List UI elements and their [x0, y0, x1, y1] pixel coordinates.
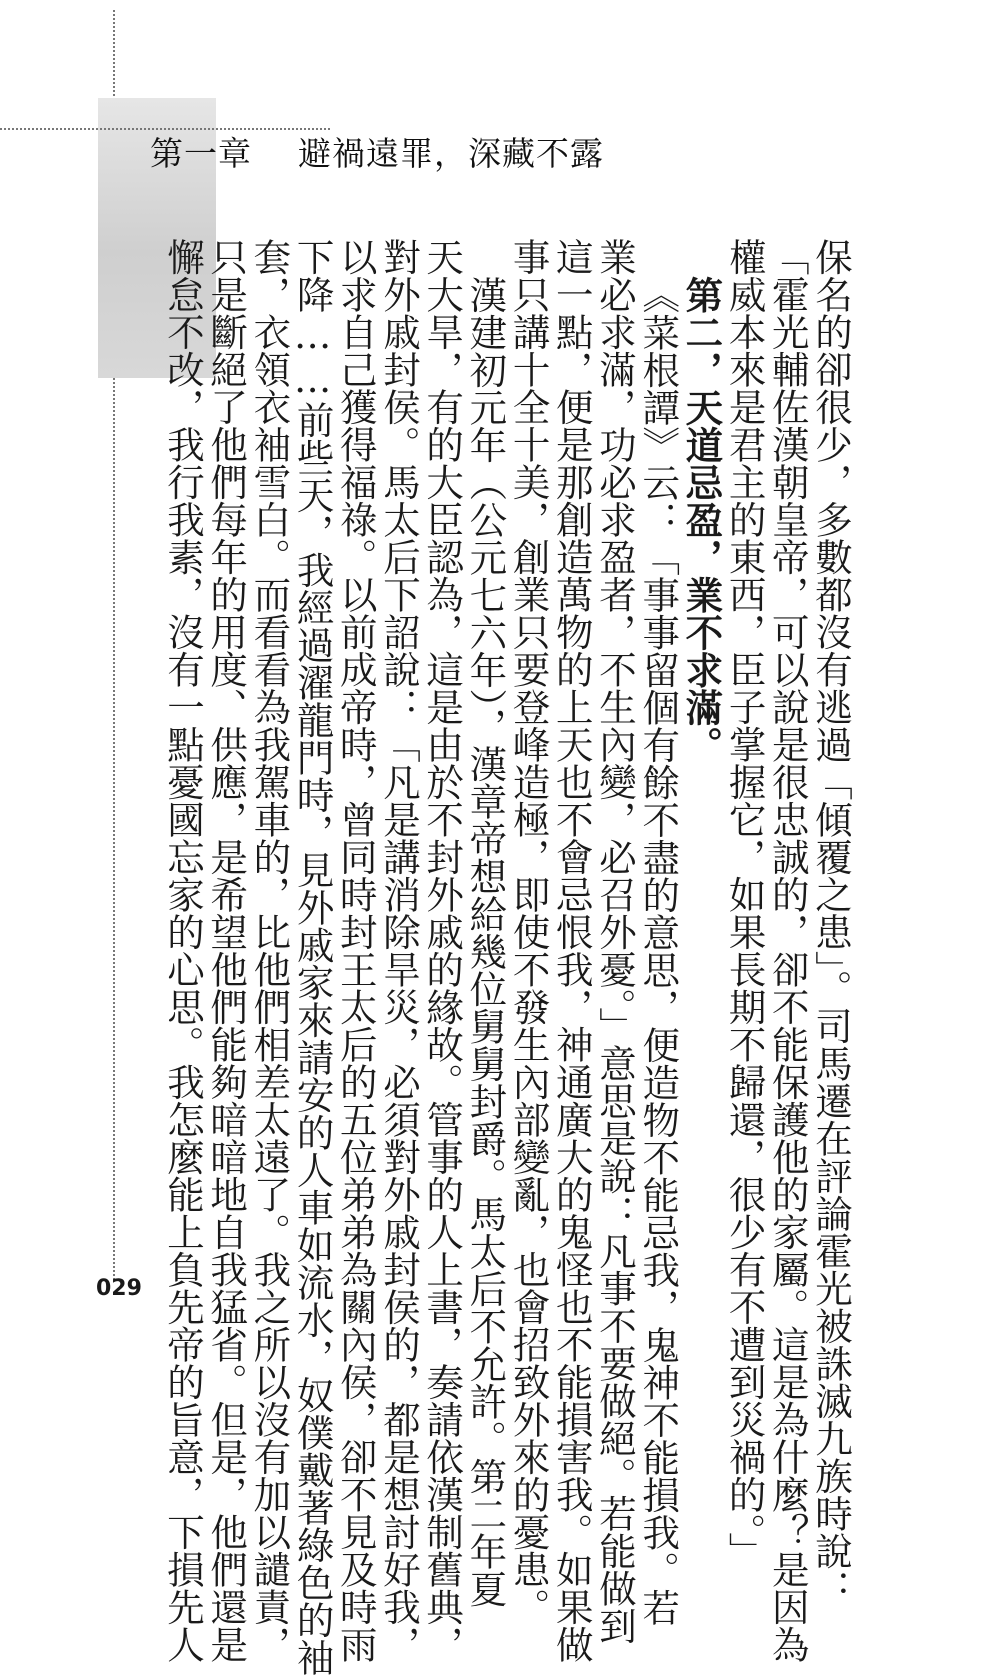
- text-column: 天大旱，有的大臣認為，這是由於不封外戚的緣故。管事的人上書，奏請依漢制舊典，: [420, 238, 465, 1663]
- text-column: 權威本來是君主的東西，臣子掌握它，如果長期不歸還，很少有不遭到災禍的。」: [722, 238, 767, 1570]
- body-text: [160, 238, 853, 1676]
- text-column: 漢建初元年（公元七六年），漢章帝想給幾位舅舅封爵。馬太后不允許。第二年夏: [463, 275, 508, 1607]
- text-column: 下降……前些天，我經過濯龍門時，見外戚家來請安的人車如流水，奴僕戴著綠色的袖: [290, 238, 335, 1676]
- text-column: 套，衣領衣袖雪白。而看看為我駕車的，比他們相差太遠了。我之所以沒有加以譴責，: [247, 238, 292, 1663]
- chapter-number: 第一章: [150, 134, 252, 173]
- text-column: 「霍光輔佐漢朝皇帝，可以說是很忠誠的，卻不能保護他的家屬。這是為什麼？是因為: [765, 238, 810, 1663]
- text-column: 懈怠不改，我行我素，沒有一點憂國忘家的心思。我怎麼能上負先帝的旨意，下損先人: [160, 238, 205, 1663]
- chapter-title: 避禍遠罪，深藏不露: [297, 134, 604, 173]
- text-column: 只是斷絕了他們每年的用度、供應，是希望他們能夠暗暗地自我猛省。但是，他們還是: [204, 238, 249, 1663]
- text-column: 對外戚封侯。馬太后下詔說：「凡是講消除旱災，必須對外戚封侯的，都是想討好我，: [376, 238, 421, 1663]
- text-column: 事只講十全十美，創業只要登峰造極，即使不發生內部變亂，也會招致外來的憂患。: [506, 238, 551, 1626]
- text-column: 保名的卻很少，多數都沒有逃過「傾覆之患」。司馬遷在評論霍光被誅滅九族時說：: [809, 238, 853, 1607]
- section-heading: 第二，天道忌盈，業不求滿。: [679, 275, 724, 763]
- text-column: 以求自己獲得福祿。以前成帝時，曾同時封王太后的五位弟弟為關內侯，卻不見及時雨: [333, 238, 378, 1663]
- chapter-header: [150, 128, 604, 175]
- text-column: 《菜根譚》云：「事事留個有餘不盡的意思，便造物不能忌我，鬼神不能損我。若: [636, 275, 681, 1626]
- text-column: 這一點，便是那創造萬物的上天也不會忌恨我，神通廣大的鬼怪也不能損害我。如果做: [549, 238, 594, 1663]
- text-column: 業必求滿，功必求盈者，不生內變，必召外憂。」意思是說：凡事不要做絕。若能做到: [592, 238, 637, 1645]
- page-number: 029: [96, 1276, 142, 1301]
